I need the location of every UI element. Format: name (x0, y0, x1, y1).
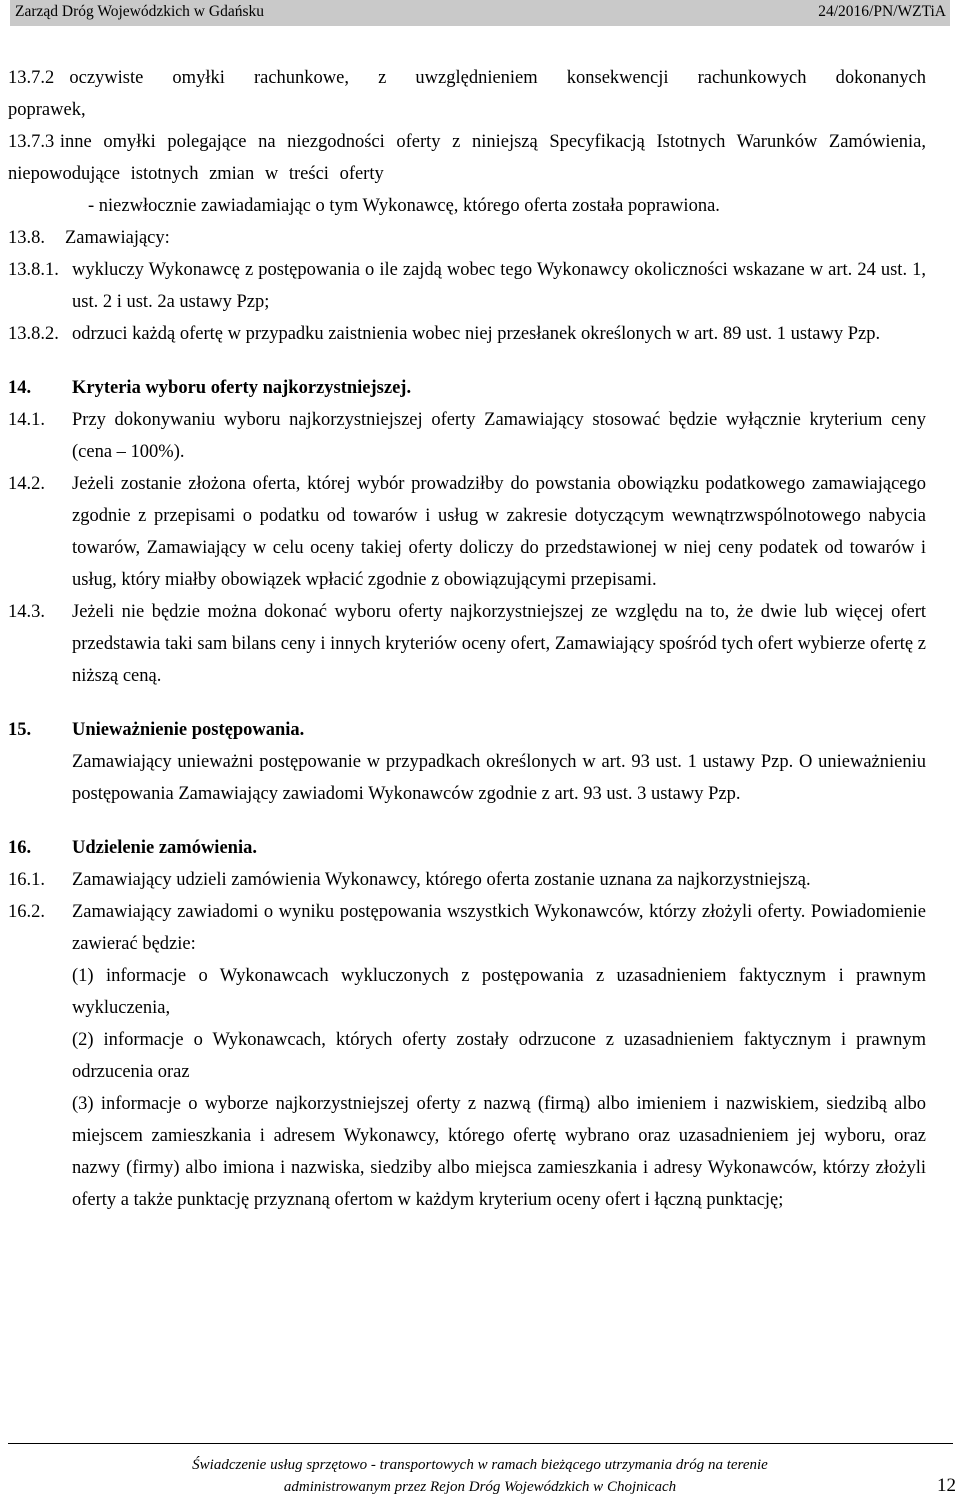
footer-line-1: Świadczenie usług sprzętowo - transportowych w ramach bieżącego utrzymania dróg na terenie (192, 1457, 768, 1473)
list-item-text: (3) informacje o wyborze najkorzystniejszej oferty z nazwą (firmą) albo imieniem i nazwiskiem, siedzibą albo miejscem zamieszkania i adresem Wykonawcy, którego ofertę wybrano oraz uzasadnieniem jej wyboru, oraz nazwy (firmy) albo imiona i nazwiska, siedziby albo miejsca zamieszkania i adresy Wykonawców, którzy złożyli oferty a także punktację przyznaną ofertom w każdym kryterium oceny ofert i łączną punktację; (72, 1094, 926, 1210)
paragraph-number: 16.2. (8, 902, 45, 922)
paragraph-number: 13.7.2 (8, 68, 55, 88)
header-organization: Zarząd Dróg Wojewódzkich w Gdańsku (15, 3, 264, 20)
page-number: 12 (937, 1475, 956, 1496)
paragraph-text: inne omyłki polegające na niezgodności oferty z niniejszą Specyfikacją Istotnych Warunków Zamówienia, niepowodujące istotnych zmian w treści oferty (8, 132, 927, 184)
section-number: 15. (8, 720, 32, 740)
document-body (8, 62, 926, 1216)
header-reference-number: 24/2016/PN/WZTiA (818, 3, 946, 20)
paragraph-text: Zamawiający unieważni postępowanie w przypadkach określonych w art. 93 ust. 1 ustawy Pzp. O unieważnieniu postępowania Zamawiający zawiadomi Wykonawców zgodnie z art. 93 ust. 3 ustawy Pzp. (72, 752, 926, 804)
paragraph-text: Zamawiający: (65, 228, 170, 248)
paragraph-13-7-3 (8, 126, 926, 190)
list-item-text: (1) informacje o Wykonawcach wykluczonych z postępowania z uzasadnieniem faktycznym i prawnym wykluczenia, (72, 966, 926, 1018)
section-14-heading (8, 372, 926, 404)
paragraph-number: 14.3. (8, 602, 45, 622)
paragraph-14-1 (8, 404, 926, 468)
paragraph-text: Przy dokonywaniu wyboru najkorzystniejszej oferty Zamawiający stosować będzie wyłącznie kryterium ceny (cena – 100%). (72, 410, 926, 462)
list-item-16-2-2 (8, 1024, 926, 1088)
list-item-text: (2) informacje o Wykonawcach, których oferty zostały odrzucone z uzasadnieniem faktycznym i prawnym odrzucenia oraz (72, 1030, 926, 1082)
paragraph-number: 13.8.2. (8, 324, 59, 344)
footer-line-2: administrowanym przez Rejon Dróg Wojewódzkich w Chojnicach (283, 1479, 677, 1495)
paragraph-14-2 (8, 468, 926, 596)
section-15-heading (8, 714, 926, 746)
paragraph-text: wykluczy Wykonawcę z postępowania o ile zajdą wobec tego Wykonawcy okoliczności wskazane w art. 24 ust. 1, ust. 2 i ust. 2a ustawy Pzp; (72, 260, 926, 312)
section-title: Kryteria wyboru oferty najkorzystniejszej. (72, 378, 412, 398)
paragraph-text: Zamawiający zawiadomi o wyniku postępowania wszystkich Wykonawców, którzy złożyli oferty. Powiadomienie zawierać będzie: (72, 902, 926, 954)
paragraph-number: 14.2. (8, 474, 45, 494)
paragraph-number: 13.8.1. (8, 260, 59, 280)
paragraph-13-8-1 (8, 254, 926, 318)
paragraph-text: oczywiste omyłki rachunkowe, z uwzględnieniem konsekwencji rachunkowych dokonanych poprawek, (8, 68, 927, 120)
paragraph-text: odrzuci każdą ofertę w przypadku zaistnienia wobec niej przesłanek określonych w art. 89 ust. 1 ustawy Pzp. (72, 324, 881, 344)
paragraph-14-3 (8, 596, 926, 692)
paragraph-16-1 (8, 864, 926, 896)
section-number: 14. (8, 378, 32, 398)
page-header (10, 0, 950, 26)
paragraph-15 (8, 746, 926, 810)
paragraph-number: 16.1. (8, 870, 45, 890)
paragraph-text: Zamawiający udzieli zamówienia Wykonawcy, którego oferta zostanie uznana za najkorzystniejszą. (72, 870, 811, 890)
section-16-heading (8, 832, 926, 864)
paragraph-text: Jeżeli zostanie złożona oferta, której wybór prowadziłby do powstania obowiązku podatkowego zamawiającego zgodnie z przepisami o podatku od towarów i usług w zakresie dotyczącym wewnątrzwspólnotowego nabycia towarów, Zamawiający w celu oceny takiej oferty doliczy do przedstawionej w niej ceny podatek od towarów i usług, który miałby obowiązek wpłacić zgodnie z obowiązującymi przepisami. (72, 474, 926, 590)
section-number: 16. (8, 838, 32, 858)
paragraph-13-8 (8, 222, 926, 254)
paragraph-number: 13.7.3 (8, 132, 55, 152)
paragraph-13-7-2 (8, 62, 926, 126)
footer-divider (8, 1443, 953, 1444)
paragraph-13-8-2 (8, 318, 926, 350)
paragraph-number: 14.1. (8, 410, 45, 430)
paragraph-text: Jeżeli nie będzie można dokonać wyboru oferty najkorzystniejszej ze względu na to, że dwie lub więcej ofert przedstawia taki sam bilans ceny i innych kryteriów oceny ofert, Zamawiający spośród tych ofert wybierze ofertę z niższą ceną. (72, 602, 926, 686)
list-item-16-2-3 (8, 1088, 926, 1216)
section-title: Unieważnienie postępowania. (72, 720, 305, 740)
paragraph-number: 13.8. (8, 228, 45, 248)
section-title: Udzielenie zamówienia. (72, 838, 257, 858)
paragraph-13-7-3-continuation: - niezwłocznie zawiadamiając o tym Wykonawcę, którego oferta została poprawiona. (88, 196, 720, 216)
list-item-16-2-1 (8, 960, 926, 1024)
paragraph-16-2 (8, 896, 926, 960)
